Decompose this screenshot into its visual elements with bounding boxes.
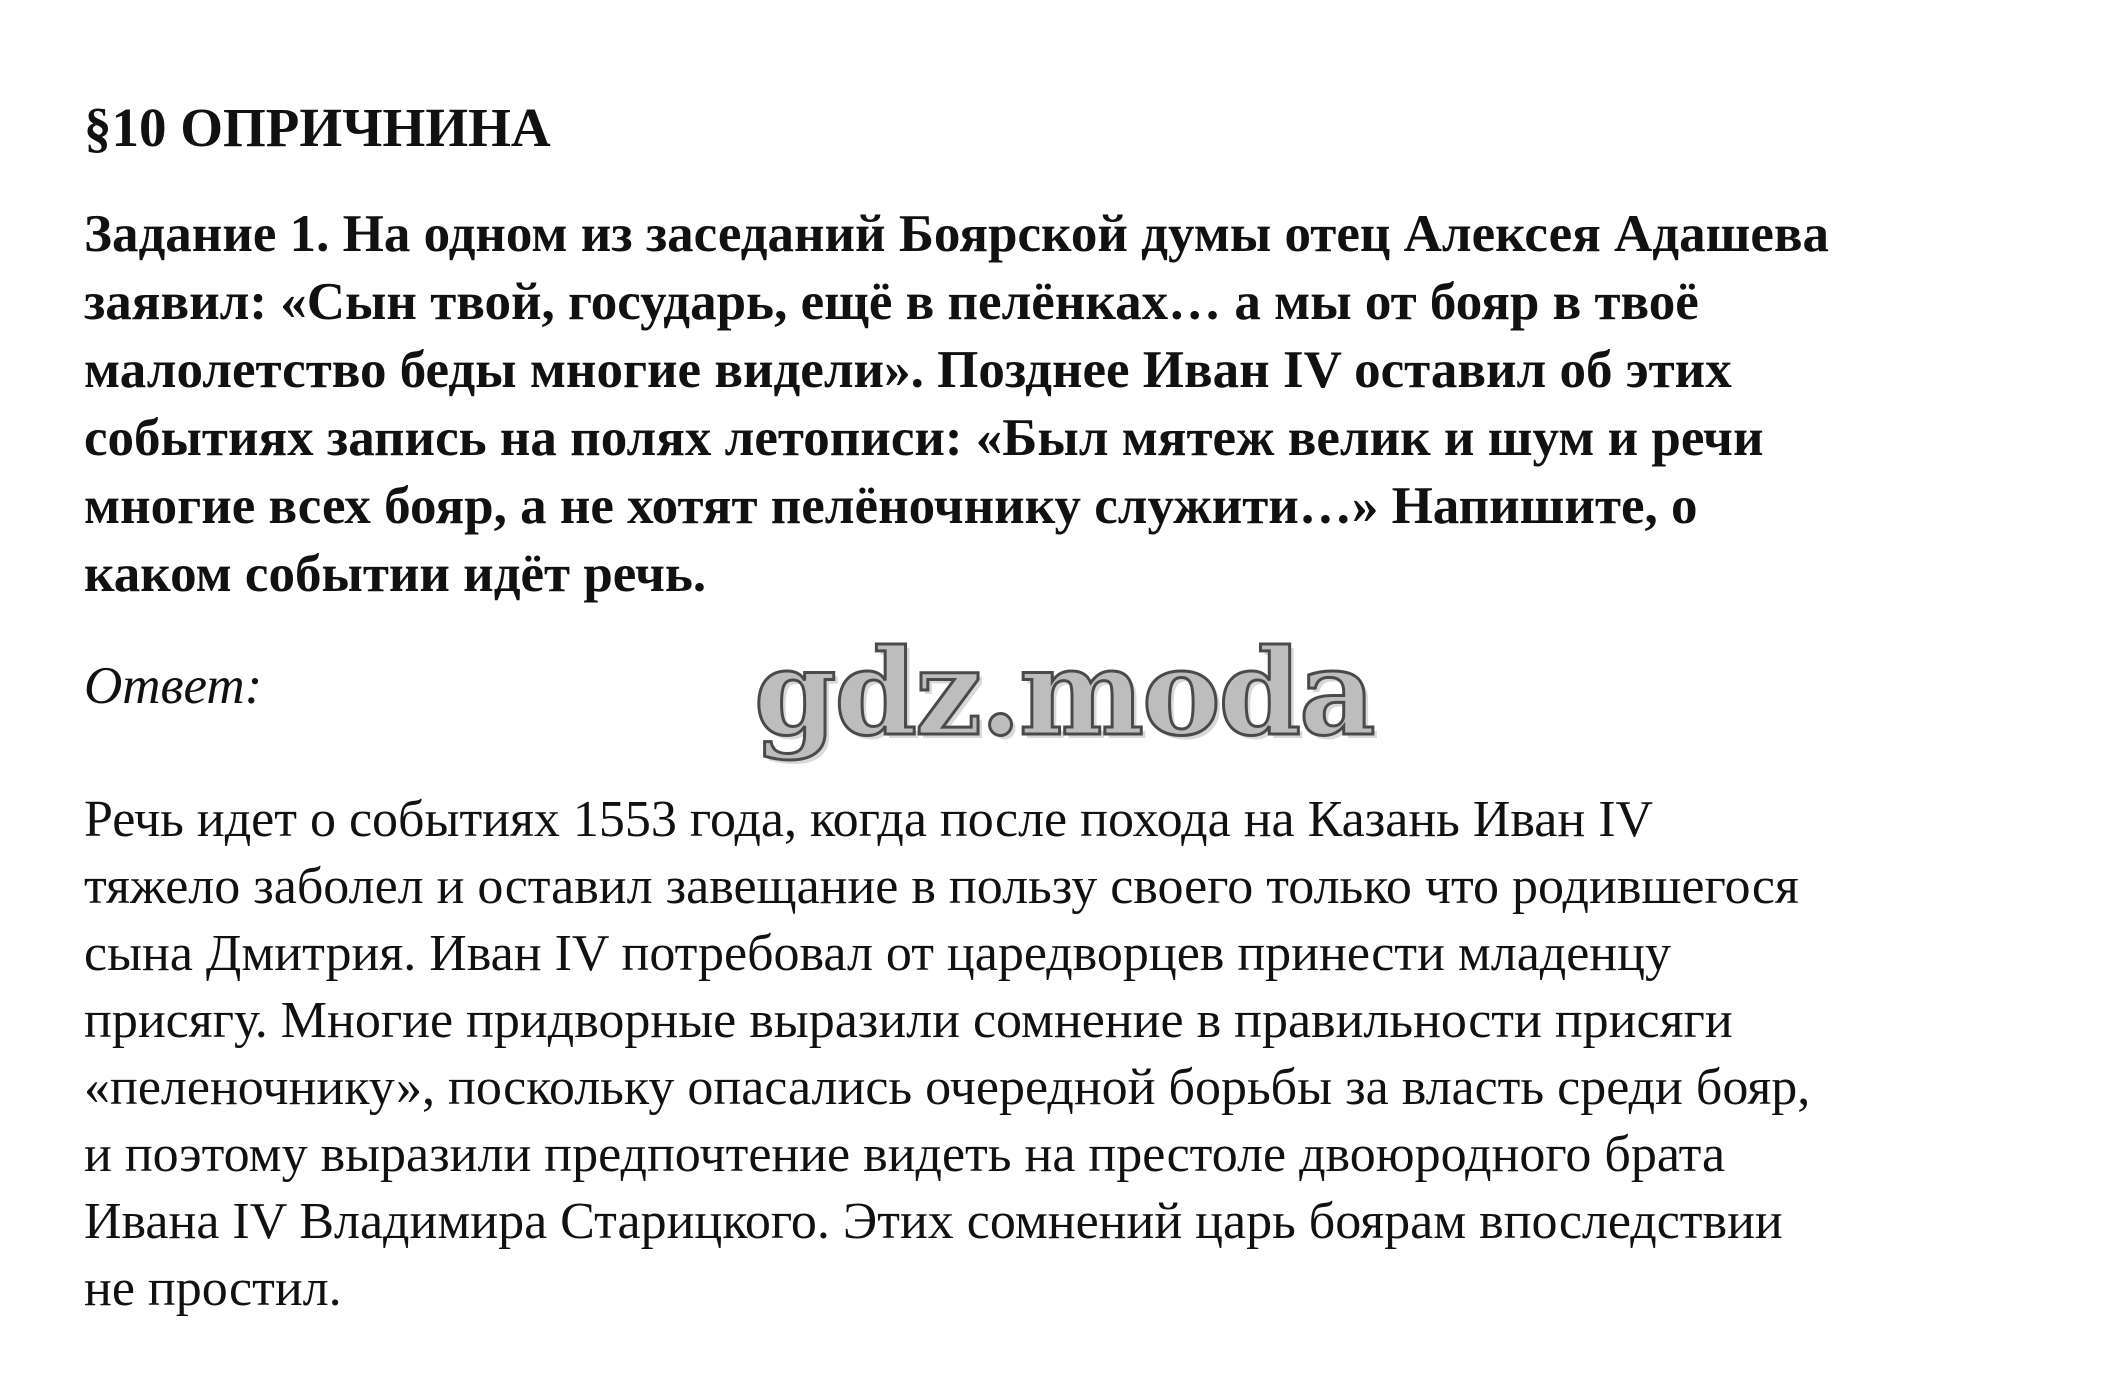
answer-line: Речь идет о событиях 1553 года, когда после похода на Казань Иван IV bbox=[84, 791, 1654, 848]
watermark-logo: gdz.moda bbox=[754, 623, 1374, 762]
answer-line: тяжело заболел и оставил завещание в пользу своего только что родившегося bbox=[84, 858, 1799, 915]
task-line: заявил: «Сын твой, государь, ещё в пелёнках… а мы от бояр в твоё bbox=[84, 273, 1699, 331]
answer-line: не простил. bbox=[84, 1260, 342, 1317]
section-title: §10 ОПРИЧНИНА bbox=[84, 97, 551, 158]
answer-line: Ивана IV Владимира Старицкого. Этих сомнений царь боярам впоследствии bbox=[84, 1193, 1783, 1250]
answer-line: сына Дмитрия. Иван IV потребовал от царедворцев принести младенцу bbox=[84, 925, 1671, 982]
answer-header bbox=[84, 623, 2084, 762]
answer-line: и поэтому выразили предпочтение видеть на престоле двоюродного брата bbox=[84, 1126, 1726, 1183]
document-page bbox=[84, 96, 2084, 1322]
answer-text bbox=[84, 786, 2084, 1322]
task-line: многие всех бояр, а не хотят пелёночнику служити…» Напишите, о bbox=[84, 477, 1698, 535]
task-text bbox=[84, 200, 2084, 608]
answer-line: присягу. Многие придворные выразили сомнение в правильности присяги bbox=[84, 992, 1733, 1049]
task-line: каком событии идёт речь. bbox=[84, 545, 707, 603]
task-line: событиях запись на полях летописи: «Был мятеж велик и шум и речи bbox=[84, 409, 1764, 467]
answer-label: Ответ: bbox=[84, 657, 263, 715]
answer-line: «пеленочнику», поскольку опасались очередной борьбы за власть среди бояр, bbox=[84, 1059, 1811, 1116]
task-line: Задание 1. На одном из заседаний Боярской думы отец Алексея Адашева bbox=[84, 205, 1829, 263]
task-line: малолетство беды многие видели». Позднее Иван IV оставил об этих bbox=[84, 341, 1732, 399]
